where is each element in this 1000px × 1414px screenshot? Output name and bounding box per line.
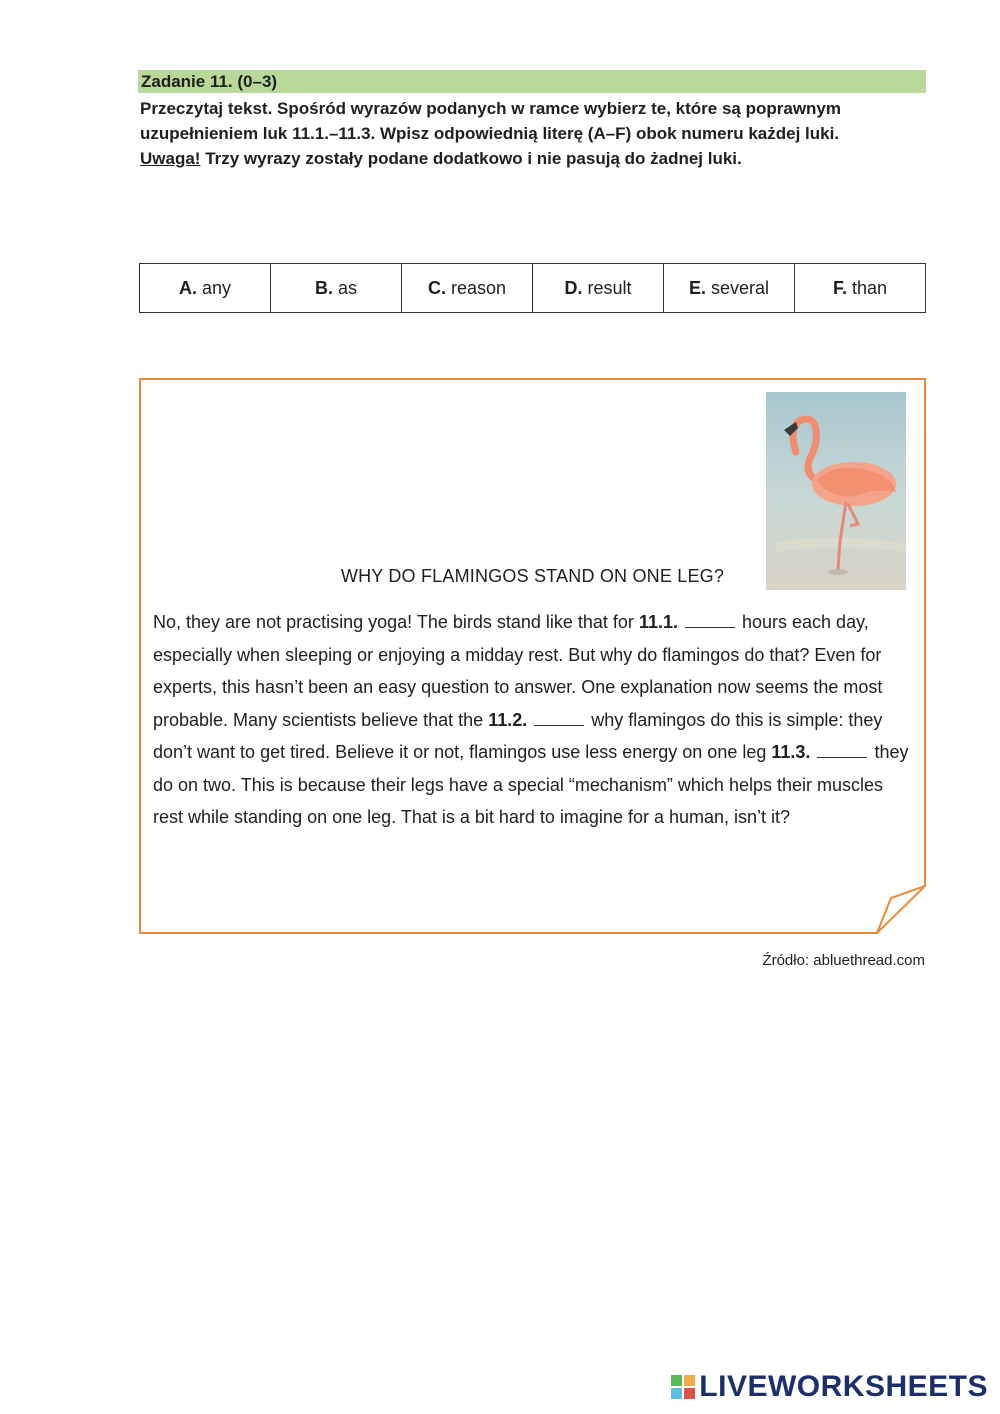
article-body: No, they are not practising yoga! The birds stand like that for 11.1. hours each day, especially when sleeping or enjoying a midday rest. But why do flamingos do that? Even for experts, this hasn’t been an easy question to answer. One explanation now seems the most probable. Many scientists believe that the 11.2. why flamingos do this is simple: they don’t want to get tired. Believe it or not, flamingos use less energy on one leg 11.3. they do on two. This is because their legs have a special “mechanism” which helps their muscles rest while standing on one leg. That is a bit hard to imagine for a human, isn’t it?	[153, 612, 909, 827]
liveworksheets-logo	[671, 1370, 988, 1404]
logo-text: LIVEWORKSHEETS	[699, 1370, 988, 1403]
option-f: F. than	[795, 264, 926, 313]
option-d: D. result	[533, 264, 664, 313]
option-b: B. as	[271, 264, 402, 313]
gap-11-2-blank[interactable]	[534, 709, 584, 726]
flamingo-photo	[766, 392, 906, 590]
logo-icon	[671, 1375, 695, 1399]
gap-11-1-label: 11.1.	[638, 612, 678, 632]
gap-11-3-label: 11.3.	[771, 742, 811, 762]
note-label: Uwaga!	[140, 149, 201, 168]
task-instructions	[140, 96, 900, 171]
option-c: C. reason	[402, 264, 533, 313]
article-title: WHY DO FLAMINGOS STAND ON ONE LEG?	[340, 566, 725, 586]
gap-11-2-label: 11.2.	[488, 709, 528, 730]
gap-11-3-blank[interactable]	[817, 741, 867, 758]
instructions-text: Przeczytaj tekst. Spośród wyrazów podanych w ramce wybierz te, które są poprawnym uzupełnieniem luk 11.1.–11.3. Wpisz odpowiednią literę (A–F) obok numeru każdej luki.	[140, 99, 842, 143]
option-a: A. any	[140, 264, 271, 313]
gap-11-1-blank[interactable]	[685, 611, 735, 628]
task-header: Zadanie 11. (0–3)	[138, 70, 926, 93]
source-credit: Źródło: abluethread.com	[762, 952, 925, 969]
article-box	[139, 378, 926, 934]
word-options-table	[139, 263, 926, 313]
note-text: Trzy wyrazy zostały podane dodatkowo i nie pasują do żadnej luki.	[200, 149, 742, 168]
option-e: E. several	[664, 264, 795, 313]
